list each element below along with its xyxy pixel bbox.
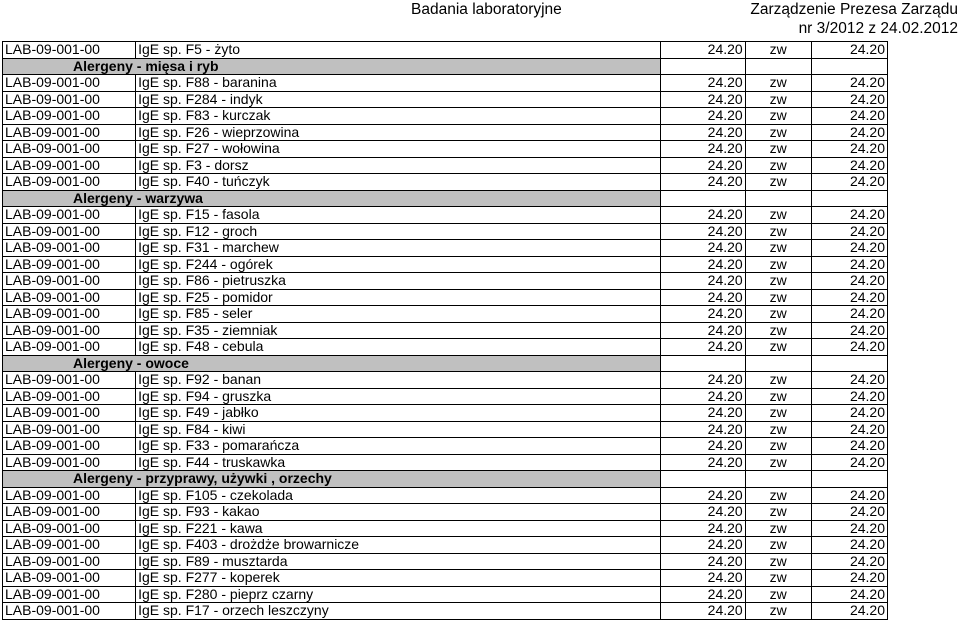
procedure-code: LAB-09-001-00 — [3, 405, 136, 422]
procedure-code: LAB-09-001-00 — [3, 240, 136, 257]
procedure-code: LAB-09-001-00 — [3, 289, 136, 306]
procedure-code: LAB-09-001-00 — [3, 504, 136, 521]
gross-price: 24.20 — [811, 273, 887, 290]
net-price: 24.20 — [661, 339, 745, 356]
empty-cell — [661, 355, 745, 372]
gross-price: 24.20 — [811, 372, 887, 389]
procedure-code: LAB-09-001-00 — [3, 108, 136, 125]
vat-rate: zw — [745, 207, 811, 224]
vat-rate: zw — [745, 91, 811, 108]
net-price: 24.20 — [661, 273, 745, 290]
net-price: 24.20 — [661, 372, 745, 389]
gross-price: 24.20 — [811, 91, 887, 108]
vat-rate: zw — [745, 487, 811, 504]
price-table-body — [3, 42, 888, 620]
test-name: IgE sp. F15 - fasola — [136, 207, 661, 224]
vat-rate: zw — [745, 273, 811, 290]
gross-price: 24.20 — [811, 487, 887, 504]
procedure-code: LAB-09-001-00 — [3, 91, 136, 108]
vat-rate: zw — [745, 553, 811, 570]
table-row — [3, 339, 888, 356]
gross-price: 24.20 — [811, 289, 887, 306]
procedure-code: LAB-09-001-00 — [3, 124, 136, 141]
test-name: IgE sp. F94 - gruszka — [136, 388, 661, 405]
table-row — [3, 124, 888, 141]
table-row — [3, 520, 888, 537]
table-row — [3, 306, 888, 323]
empty-cell — [811, 471, 887, 488]
gross-price: 24.20 — [811, 454, 887, 471]
net-price: 24.20 — [661, 91, 745, 108]
net-price: 24.20 — [661, 240, 745, 257]
category-row — [3, 190, 888, 207]
test-name: IgE sp. F44 - truskawka — [136, 454, 661, 471]
gross-price: 24.20 — [811, 174, 887, 191]
table-row — [3, 240, 888, 257]
net-price: 24.20 — [661, 537, 745, 554]
table-row — [3, 75, 888, 92]
empty-cell — [811, 190, 887, 207]
net-price: 24.20 — [661, 603, 745, 620]
table-row — [3, 388, 888, 405]
gross-price: 24.20 — [811, 75, 887, 92]
procedure-code: LAB-09-001-00 — [3, 421, 136, 438]
category-label: Alergeny - mięsa i ryb — [3, 58, 661, 75]
gross-price: 24.20 — [811, 421, 887, 438]
net-price: 24.20 — [661, 108, 745, 125]
test-name: IgE sp. F403 - drożdże browarnicze — [136, 537, 661, 554]
vat-rate: zw — [745, 339, 811, 356]
table-row — [3, 223, 888, 240]
table-row — [3, 174, 888, 191]
table-row — [3, 421, 888, 438]
gross-price: 24.20 — [811, 223, 887, 240]
test-name: IgE sp. F88 - baranina — [136, 75, 661, 92]
empty-cell — [661, 471, 745, 488]
procedure-code: LAB-09-001-00 — [3, 223, 136, 240]
gross-price: 24.20 — [811, 570, 887, 587]
vat-rate: zw — [745, 372, 811, 389]
table-row — [3, 553, 888, 570]
vat-rate: zw — [745, 240, 811, 257]
net-price: 24.20 — [661, 306, 745, 323]
test-name: IgE sp. F17 - orzech leszczyny — [136, 603, 661, 620]
gross-price: 24.20 — [811, 586, 887, 603]
gross-price: 24.20 — [811, 124, 887, 141]
net-price: 24.20 — [661, 157, 745, 174]
header-regulation-line1: Zarządzenie Prezesa Zarządu — [750, 1, 958, 18]
test-name: IgE sp. F12 - groch — [136, 223, 661, 240]
test-name: IgE sp. F3 - dorsz — [136, 157, 661, 174]
net-price: 24.20 — [661, 124, 745, 141]
procedure-code: LAB-09-001-00 — [3, 157, 136, 174]
net-price: 24.20 — [661, 405, 745, 422]
gross-price: 24.20 — [811, 553, 887, 570]
procedure-code: LAB-09-001-00 — [3, 273, 136, 290]
table-row — [3, 322, 888, 339]
category-row — [3, 355, 888, 372]
gross-price: 24.20 — [811, 141, 887, 158]
procedure-code: LAB-09-001-00 — [3, 520, 136, 537]
test-name: IgE sp. F105 - czekolada — [136, 487, 661, 504]
vat-rate: zw — [745, 504, 811, 521]
gross-price: 24.20 — [811, 388, 887, 405]
table-row — [3, 586, 888, 603]
vat-rate: zw — [745, 586, 811, 603]
net-price: 24.20 — [661, 141, 745, 158]
net-price: 24.20 — [661, 438, 745, 455]
gross-price: 24.20 — [811, 322, 887, 339]
procedure-code: LAB-09-001-00 — [3, 438, 136, 455]
procedure-code: LAB-09-001-00 — [3, 570, 136, 587]
gross-price: 24.20 — [811, 603, 887, 620]
procedure-code: LAB-09-001-00 — [3, 586, 136, 603]
vat-rate: zw — [745, 289, 811, 306]
empty-cell — [811, 58, 887, 75]
test-name: IgE sp. F84 - kiwi — [136, 421, 661, 438]
gross-price: 24.20 — [811, 537, 887, 554]
net-price: 24.20 — [661, 454, 745, 471]
vat-rate: zw — [745, 75, 811, 92]
vat-rate: zw — [745, 603, 811, 620]
vat-rate: zw — [745, 405, 811, 422]
net-price: 24.20 — [661, 421, 745, 438]
gross-price: 24.20 — [811, 108, 887, 125]
test-name: IgE sp. F33 - pomarańcza — [136, 438, 661, 455]
test-name: IgE sp. F85 - seler — [136, 306, 661, 323]
gross-price: 24.20 — [811, 256, 887, 273]
table-row — [3, 91, 888, 108]
vat-rate: zw — [745, 520, 811, 537]
test-name: IgE sp. F86 - pietruszka — [136, 273, 661, 290]
gross-price: 24.20 — [811, 520, 887, 537]
test-name: IgE sp. F221 - kawa — [136, 520, 661, 537]
net-price: 24.20 — [661, 553, 745, 570]
test-name: IgE sp. F26 - wieprzowina — [136, 124, 661, 141]
vat-rate: zw — [745, 223, 811, 240]
test-name: IgE sp. F244 - ogórek — [136, 256, 661, 273]
procedure-code: LAB-09-001-00 — [3, 256, 136, 273]
net-price: 24.20 — [661, 322, 745, 339]
header-regulation-line2: nr 3/2012 z 24.02.2012 — [798, 20, 958, 37]
table-row — [3, 487, 888, 504]
procedure-code: LAB-09-001-00 — [3, 339, 136, 356]
test-name: IgE sp. F280 - pieprz czarny — [136, 586, 661, 603]
vat-rate: zw — [745, 256, 811, 273]
procedure-code: LAB-09-001-00 — [3, 372, 136, 389]
vat-rate: zw — [745, 124, 811, 141]
gross-price: 24.20 — [811, 42, 887, 59]
vat-rate: zw — [745, 570, 811, 587]
procedure-code: LAB-09-001-00 — [3, 388, 136, 405]
net-price: 24.20 — [661, 207, 745, 224]
test-name: IgE sp. F35 - ziemniak — [136, 322, 661, 339]
net-price: 24.20 — [661, 586, 745, 603]
net-price: 24.20 — [661, 289, 745, 306]
procedure-code: LAB-09-001-00 — [3, 174, 136, 191]
empty-cell — [745, 471, 811, 488]
empty-cell — [661, 58, 745, 75]
gross-price: 24.20 — [811, 306, 887, 323]
procedure-code: LAB-09-001-00 — [3, 207, 136, 224]
procedure-code: LAB-09-001-00 — [3, 141, 136, 158]
vat-rate: zw — [745, 306, 811, 323]
empty-cell — [661, 190, 745, 207]
table-row — [3, 108, 888, 125]
procedure-code: LAB-09-001-00 — [3, 487, 136, 504]
procedure-code: LAB-09-001-00 — [3, 553, 136, 570]
category-row — [3, 58, 888, 75]
vat-rate: zw — [745, 42, 811, 59]
vat-rate: zw — [745, 322, 811, 339]
procedure-code: LAB-09-001-00 — [3, 322, 136, 339]
net-price: 24.20 — [661, 42, 745, 59]
gross-price: 24.20 — [811, 438, 887, 455]
table-row — [3, 372, 888, 389]
vat-rate: zw — [745, 454, 811, 471]
table-row — [3, 454, 888, 471]
empty-cell — [811, 355, 887, 372]
net-price: 24.20 — [661, 504, 745, 521]
test-name: IgE sp. F277 - koperek — [136, 570, 661, 587]
test-name: IgE sp. F5 - żyto — [136, 42, 661, 59]
test-name: IgE sp. F89 - musztarda — [136, 553, 661, 570]
procedure-code: LAB-09-001-00 — [3, 42, 136, 59]
empty-cell — [745, 58, 811, 75]
table-row — [3, 207, 888, 224]
table-row — [3, 157, 888, 174]
table-row — [3, 537, 888, 554]
price-table — [2, 41, 888, 620]
vat-rate: zw — [745, 141, 811, 158]
table-row — [3, 141, 888, 158]
table-row — [3, 603, 888, 620]
net-price: 24.20 — [661, 520, 745, 537]
test-name: IgE sp. F49 - jabłko — [136, 405, 661, 422]
vat-rate: zw — [745, 438, 811, 455]
category-label: Alergeny - przyprawy, używki , orzechy — [3, 471, 661, 488]
test-name: IgE sp. F93 - kakao — [136, 504, 661, 521]
net-price: 24.20 — [661, 570, 745, 587]
category-label: Alergeny - owoce — [3, 355, 661, 372]
gross-price: 24.20 — [811, 240, 887, 257]
table-row — [3, 289, 888, 306]
empty-cell — [745, 190, 811, 207]
vat-rate: zw — [745, 174, 811, 191]
table-row — [3, 42, 888, 59]
net-price: 24.20 — [661, 174, 745, 191]
net-price: 24.20 — [661, 388, 745, 405]
test-name: IgE sp. F25 - pomidor — [136, 289, 661, 306]
test-name: IgE sp. F27 - wołowina — [136, 141, 661, 158]
procedure-code: LAB-09-001-00 — [3, 306, 136, 323]
test-name: IgE sp. F31 - marchew — [136, 240, 661, 257]
test-name: IgE sp. F48 - cebula — [136, 339, 661, 356]
procedure-code: LAB-09-001-00 — [3, 454, 136, 471]
procedure-code: LAB-09-001-00 — [3, 75, 136, 92]
empty-cell — [745, 355, 811, 372]
vat-rate: zw — [745, 108, 811, 125]
category-label: Alergeny - warzywa — [3, 190, 661, 207]
table-row — [3, 438, 888, 455]
table-row — [3, 405, 888, 422]
test-name: IgE sp. F92 - banan — [136, 372, 661, 389]
gross-price: 24.20 — [811, 207, 887, 224]
table-row — [3, 570, 888, 587]
net-price: 24.20 — [661, 487, 745, 504]
net-price: 24.20 — [661, 256, 745, 273]
table-row — [3, 504, 888, 521]
table-row — [3, 256, 888, 273]
procedure-code: LAB-09-001-00 — [3, 603, 136, 620]
vat-rate: zw — [745, 388, 811, 405]
header-title: Badania laboratoryjne — [411, 1, 562, 18]
gross-price: 24.20 — [811, 405, 887, 422]
vat-rate: zw — [745, 157, 811, 174]
header-regulation — [750, 0, 958, 38]
test-name: IgE sp. F40 - tuńczyk — [136, 174, 661, 191]
procedure-code: LAB-09-001-00 — [3, 537, 136, 554]
vat-rate: zw — [745, 421, 811, 438]
table-row — [3, 273, 888, 290]
test-name: IgE sp. F83 - kurczak — [136, 108, 661, 125]
gross-price: 24.20 — [811, 157, 887, 174]
net-price: 24.20 — [661, 223, 745, 240]
test-name: IgE sp. F284 - indyk — [136, 91, 661, 108]
category-row — [3, 471, 888, 488]
gross-price: 24.20 — [811, 504, 887, 521]
vat-rate: zw — [745, 537, 811, 554]
gross-price: 24.20 — [811, 339, 887, 356]
net-price: 24.20 — [661, 75, 745, 92]
